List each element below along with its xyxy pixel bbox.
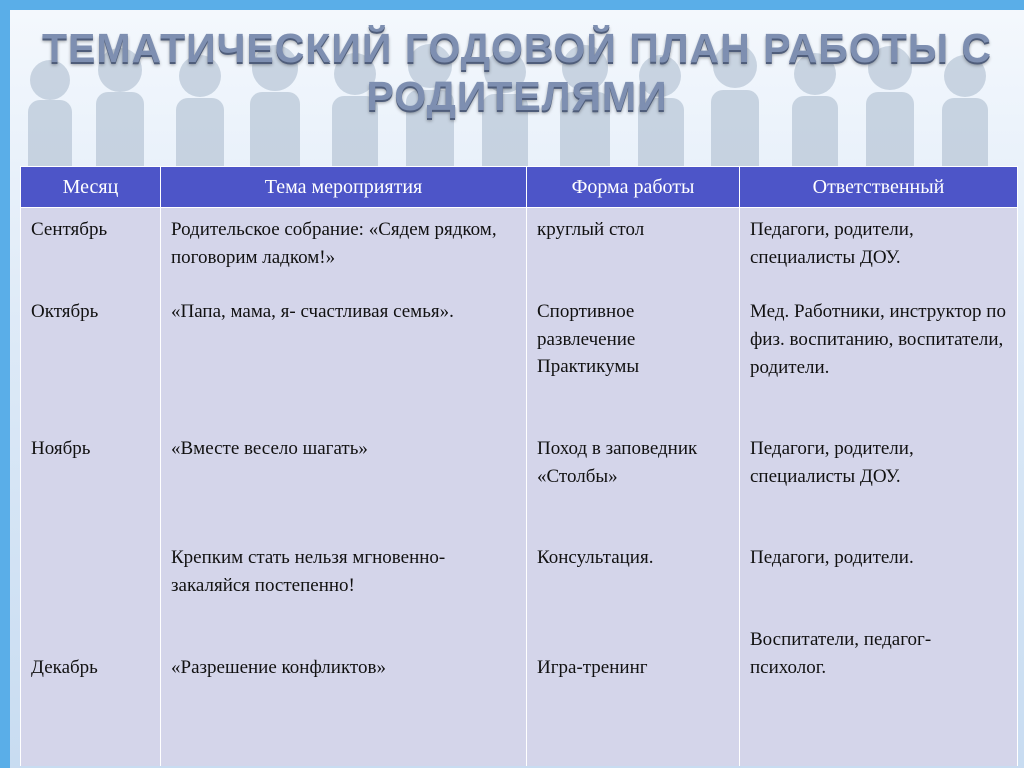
- form-cell: круглый стол: [537, 219, 645, 240]
- table-row: [21, 208, 1018, 767]
- topic-cell: «Вместе весело шагать»: [171, 438, 368, 459]
- form-cell: Консультация.: [537, 547, 654, 568]
- topic-cell: «Разрешение конфликтов»: [171, 657, 386, 678]
- column-header-month: Месяц: [21, 167, 161, 208]
- topic-cell: Крепким стать нельзя мгновенно-закаляйся постепенно!: [171, 547, 446, 596]
- month-december: Декабрь: [31, 657, 98, 678]
- form-cell: Поход в заповедник «Столбы»: [537, 438, 698, 487]
- slide: [10, 10, 1024, 768]
- form-cell: Практикумы: [537, 356, 640, 377]
- column-header-topic: Тема мероприятия: [161, 167, 527, 208]
- month-november: Ноябрь: [31, 438, 91, 459]
- page-title: ТЕМАТИЧЕСКИЙ ГОДОВОЙ ПЛАН РАБОТЫ С РОДИТЕЛЯМИ: [42, 25, 992, 119]
- topic-column: [161, 208, 527, 767]
- form-column: [527, 208, 740, 767]
- responsible-cell: Педагоги, родители, специалисты ДОУ.: [750, 438, 914, 487]
- column-header-responsible: Ответственный: [740, 167, 1018, 208]
- topic-cell: «Папа, мама, я- счастливая семья».: [171, 301, 454, 322]
- table-header-row: [21, 167, 1018, 208]
- responsible-column: [740, 208, 1018, 767]
- form-cell: Спортивное развлечение: [537, 301, 636, 350]
- form-cell: Игра-тренинг: [537, 657, 648, 678]
- plan-table: [20, 166, 1018, 766]
- month-october: Октябрь: [31, 301, 99, 322]
- responsible-cell: Педагоги, родители, специалисты ДОУ.: [750, 219, 914, 268]
- responsible-cell: Педагоги, родители.: [750, 547, 914, 568]
- column-header-form: Форма работы: [527, 167, 740, 208]
- month-column: [21, 208, 161, 767]
- responsible-cell: Воспитатели, педагог-психолог.: [750, 629, 932, 678]
- topic-cell: Родительское собрание: «Сядем рядком, поговорим ладком!»: [171, 219, 497, 268]
- responsible-cell: Мед. Работники, инструктор по физ. воспитанию, воспитатели, родители.: [750, 301, 1006, 378]
- month-september: Сентябрь: [31, 219, 108, 240]
